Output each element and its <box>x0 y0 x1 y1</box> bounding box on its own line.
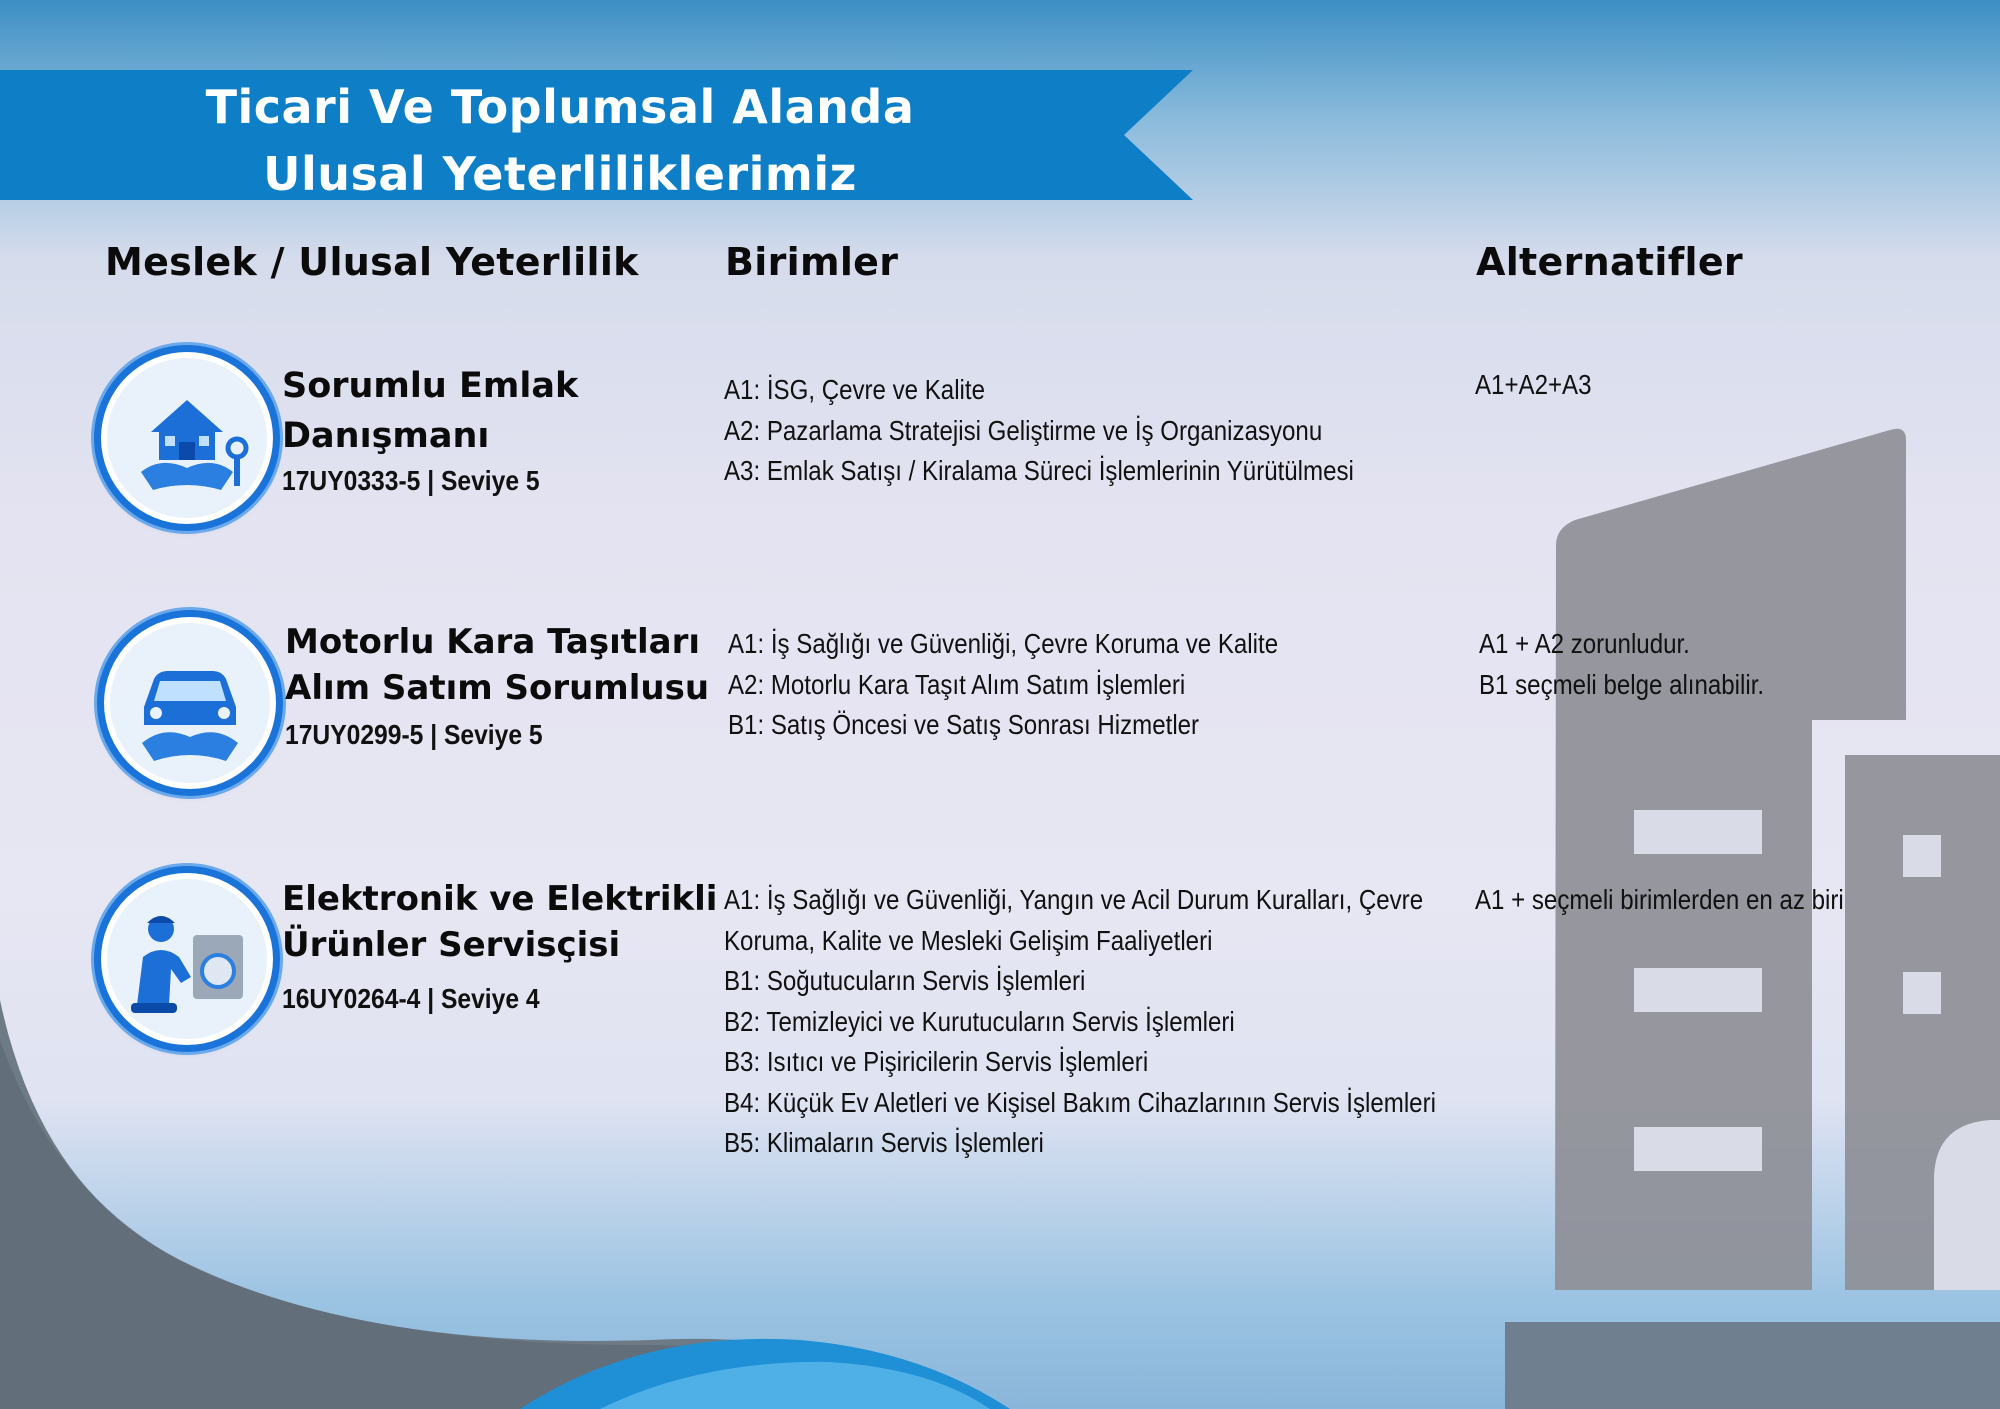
page-title-line1: Ticari Ve Toplumsal Alanda <box>205 80 915 134</box>
house-handshake-key-icon <box>101 352 273 524</box>
unit-item: A1: İş Sağlığı ve Güvenliği, Çevre Koruma ve Kalite <box>728 628 1279 659</box>
column-header-units: Birimler <box>725 240 899 284</box>
unit-item: B5: Klimaların Servis İşlemleri <box>724 1127 1044 1158</box>
unit-item: B2: Temizleyici ve Kurutucuların Servis İşlemleri <box>724 1005 1235 1037</box>
alternatives-text: A1+A2+A3 <box>1475 369 1592 400</box>
unit-item: B4: Küçük Ev Aletleri ve Kişisel Bakım Cihazlarının Servis İşlemleri <box>724 1086 1436 1118</box>
car-handshake-icon <box>104 617 276 789</box>
units-list <box>724 880 1436 1164</box>
alternatives-text: A1 + A2 zorunludur. B1 seçmeli belge alınabilir. <box>1479 628 1765 700</box>
unit-item: B1: Satış Öncesi ve Satış Sonrası Hizmetler <box>728 709 1200 740</box>
units-list <box>724 370 1354 492</box>
page-title-line2: Ulusal Yeterliliklerimiz <box>263 147 857 201</box>
column-header-alternatives: Alternatifler <box>1476 240 1743 284</box>
unit-item: A2: Pazarlama Stratejisi Geliştirme ve İş Organizasyonu <box>724 414 1323 446</box>
unit-item: A2: Motorlu Kara Taşıt Alım Satım İşlemleri <box>728 668 1186 700</box>
column-header-occupation: Meslek / Ulusal Yeterlilik <box>105 240 639 284</box>
unit-item: A1: İSG, Çevre ve Kalite <box>724 374 985 405</box>
qualification-code: 17UY0333-5 | Seviye 5 <box>282 465 540 496</box>
unit-item: A1: İş Sağlığı ve Güvenliği, Yangın ve Acil Durum Kuralları, Çevre <box>724 884 1424 915</box>
occupation-name: Elektronik ve Elektrikli Ürünler Servisçisi <box>282 879 718 965</box>
alternatives-text: A1 + seçmeli birimlerden en az biri <box>1475 884 1844 915</box>
qualification-code: 17UY0299-5 | Seviye 5 <box>285 719 543 750</box>
technician-washing-machine-icon <box>101 873 273 1045</box>
unit-item: B3: Isıtıcı ve Pişiricilerin Servis İşlemleri <box>724 1046 1149 1077</box>
unit-item: B1: Soğutucuların Servis İşlemleri <box>724 965 1086 996</box>
occupation-name: Motorlu Kara Taşıtları Alım Satım Sorumlusu <box>285 622 710 708</box>
qualification-code: 16UY0264-4 | Seviye 4 <box>282 983 540 1014</box>
units-list <box>728 624 1278 746</box>
occupation-name: Sorumlu Emlak Danışmanı <box>282 366 579 456</box>
unit-item: A3: Emlak Satışı / Kiralama Süreci İşlemlerinin Yürütülmesi <box>724 455 1354 486</box>
unit-item: Koruma, Kalite ve Mesleki Gelişim Faaliyetleri <box>724 924 1213 956</box>
page-title <box>150 74 970 208</box>
